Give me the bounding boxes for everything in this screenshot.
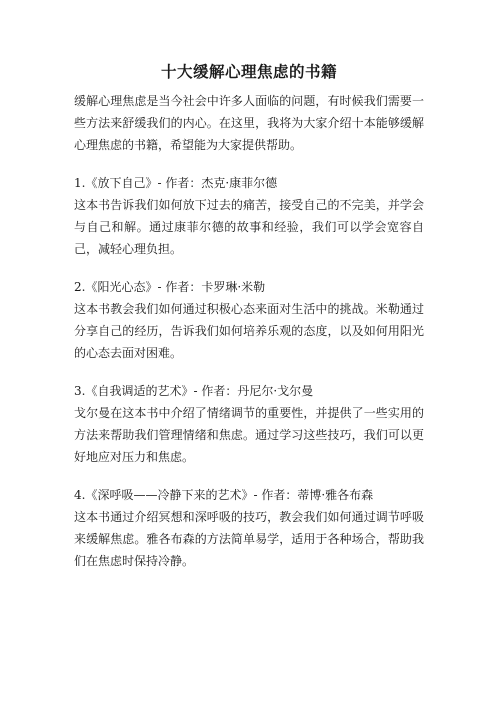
document-title: 十大缓解心理焦虑的书籍 bbox=[160, 63, 337, 81]
book-heading: 4.《深呼吸——冷静下来的艺术》- 作者：蒂博·雅各布森 bbox=[74, 488, 374, 502]
book-section-4 bbox=[74, 484, 424, 572]
book-description: 这本书告诉我们如何放下过去的痛苦，接受自己的不完美，并学会与自己和解。通过康菲尔德的故事和经验，我们可以学会宽容自己，减轻心理负担。 bbox=[74, 198, 424, 256]
book-description: 戈尔曼在这本书中介绍了情绪调节的重要性，并提供了一些实用的方法来帮助我们管理情绪和焦虑。通过学习这些技巧，我们可以更好地应对压力和焦虑。 bbox=[74, 406, 424, 464]
book-description: 这本书教会我们如何通过积极心态来面对生活中的挑战。米勒通过分享自己的经历，告诉我们如何培养乐观的态度，以及如何用阳光的心态去面对困难。 bbox=[74, 302, 424, 360]
book-section-2 bbox=[74, 276, 424, 364]
book-section-3 bbox=[74, 380, 424, 468]
book-heading: 2.《阳光心态》- 作者：卡罗琳·米勒 bbox=[74, 280, 266, 294]
book-heading: 3.《自我调适的艺术》- 作者：丹尼尔·戈尔曼 bbox=[74, 384, 314, 398]
document-page bbox=[74, 62, 424, 572]
book-section-1 bbox=[74, 172, 424, 260]
book-heading: 1.《放下自己》- 作者：杰克·康菲尔德 bbox=[74, 176, 278, 190]
intro-paragraph: 缓解心理焦虑是当今社会中许多人面临的问题，有时候我们需要一些方法来舒缓我们的内心。在这里，我将为大家介绍十本能够缓解心理焦虑的书籍，希望能为大家提供帮助。 bbox=[74, 94, 424, 152]
book-description: 这本书通过介绍冥想和深呼吸的技巧，教会我们如何通过调节呼吸来缓解焦虑。雅各布森的方法简单易学，适用于各种场合，帮助我们在焦虑时保持冷静。 bbox=[74, 510, 424, 568]
